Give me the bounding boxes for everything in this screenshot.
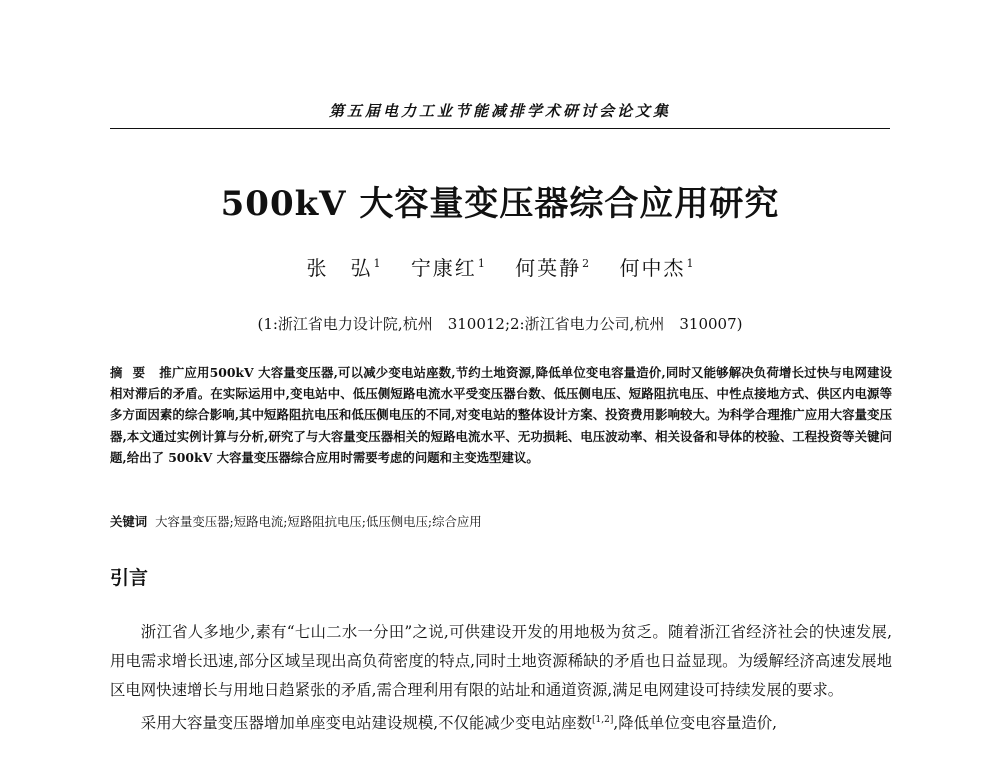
author-affiliation-mark: 1 [477, 257, 485, 271]
body-paragraph [110, 706, 892, 738]
affiliation: (1:浙江省电力设计院,杭州 310012;2:浙江省电力公司,杭州 310007) [257, 315, 743, 333]
abstract-label: 摘要 [110, 365, 156, 380]
author [515, 256, 589, 280]
section-heading: 引言 [110, 567, 149, 589]
body-paragraph: 浙江省人多地少,素有“七山二水一分田”之说,可供建设开发的用地极为贫乏。随着浙江省经济社会的快速发展,用电需求增长迅速,部分区域呈现出高负荷密度的特点,同时土地资源稀缺的矛盾也日益显现。为缓解经济高速发展地区电网快速增长与用地日趋紧张的矛盾,需合理利用有限的站址和通道资源,满足电网建设可持续发展的要求。 [110, 623, 892, 700]
author-list [110, 252, 890, 281]
keywords [110, 511, 892, 532]
body-text [110, 618, 892, 738]
author [620, 256, 694, 280]
body-text-run: ,降低单位变电容量造价, [613, 713, 778, 732]
keywords-label: 关键词 [110, 514, 148, 529]
author-name: 何中杰 [619, 256, 686, 280]
paper-title: 500kV 大容量变压器综合应用研究 [220, 184, 780, 224]
body-text-run: 采用大容量变压器增加单座变电站建设规模,不仅能减少变电站座数 [140, 713, 593, 732]
author [411, 256, 485, 280]
author-name: 张 弘 [306, 256, 373, 280]
running-header: 第五届电力工业节能减排学术研讨会论文集 [328, 102, 671, 120]
abstract [110, 362, 892, 468]
keywords-text: 大容量变压器;短路电流;短路阻抗电压;低压侧电压;综合应用 [155, 514, 482, 529]
author-name: 宁康红 [410, 256, 477, 280]
author-affiliation-mark: 1 [373, 257, 381, 271]
author-affiliation-mark: 2 [582, 257, 590, 271]
author [306, 256, 380, 280]
header-rule [110, 128, 890, 129]
author-affiliation-mark: 1 [686, 257, 694, 271]
citation: [1,2] [592, 714, 614, 725]
abstract-text: 推广应用500kV 大容量变压器,可以减少变电站座数,节约土地资源,降低单位变电容量造价,同时又能够解决负荷增长过快与电网建设相对滞后的矛盾。在实际运用中,变电站中、低压侧短路电流水平受变压器台数、低压侧电压、短路阻抗电压、中性点接地方式、供区内电源等多方面因素的综合影响,其中短路阻抗电压和低压侧电压的不同,对变电站的整体设计方案、投资费用影响较大。为科学合理推广应用大容量变压器,本文通过实例计算与分析,研究了与大容量变压器相关的短路电流水平、无功损耗、电压波动率、相关设备和导体的校验、工程投资等关键问题,给出了 500kV 大容量变压器综合应用时需要考虑的问题和主变选型建议。 [110, 365, 892, 465]
author-name: 何英静 [515, 256, 582, 280]
